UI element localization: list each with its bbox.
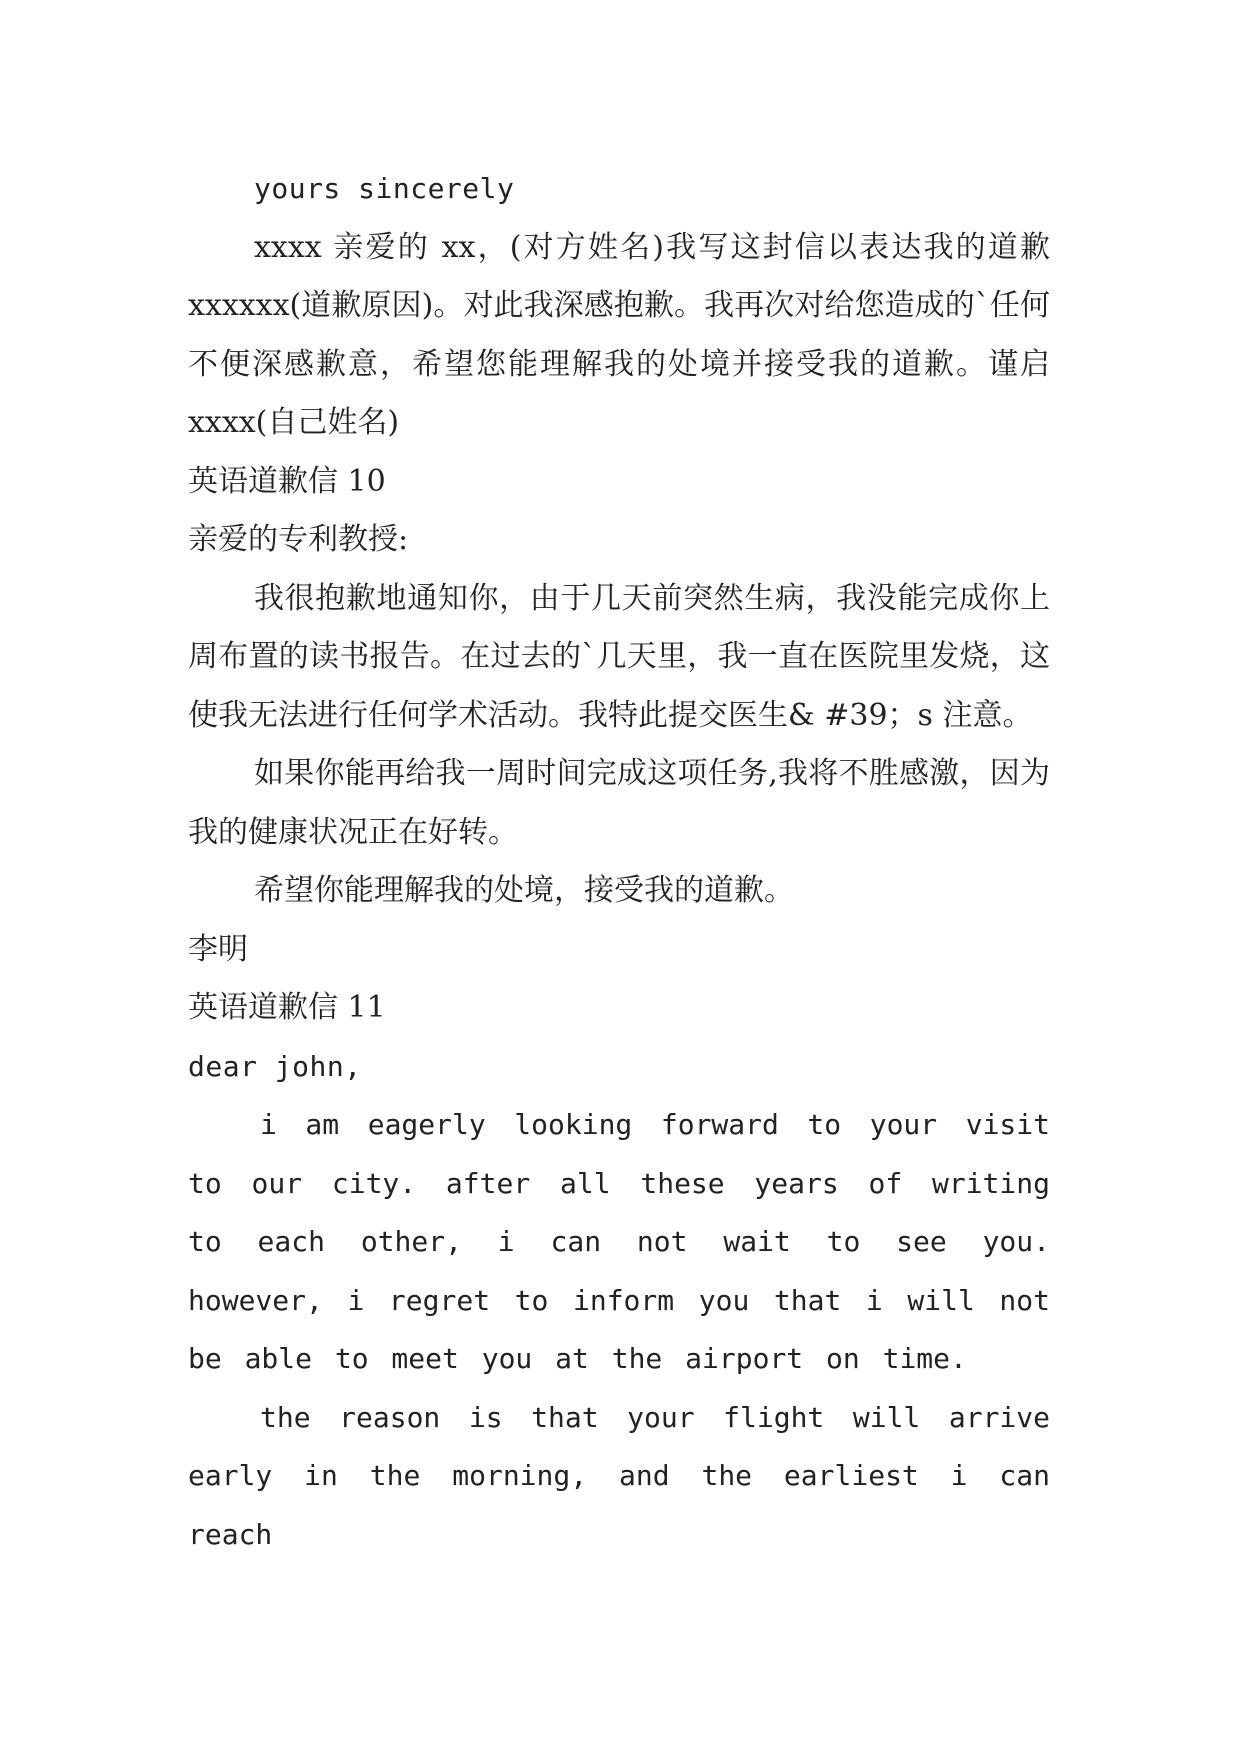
letter11-paragraph-2: the reason is that your flight will arrive early in the morning, and the earliest i can reach <box>188 1400 1050 1551</box>
letter11-salutation: dear john, <box>188 1049 362 1083</box>
closing-line: yours sincerely <box>254 172 515 205</box>
document-page <box>188 160 1060 1564</box>
letter10-paragraph-3: 希望你能理解我的处境，接受我的道歉。 <box>254 873 794 908</box>
letter10-paragraph-1: 我很抱歉地通知你，由于几天前突然生病，我没能完成你上周布置的读书报告。在过去的`几天里，我一直在医院里发烧，这使我无法进行任何学术活动。我特此提交医生& #39；s 注意。 <box>188 580 1050 733</box>
letter10-heading: 英语道歉信 10 <box>188 463 386 499</box>
letter10-signature: 李明 <box>188 931 248 967</box>
letter9-template-paragraph: xxxx 亲爱的 xx，(对方姓名)我写这封信以表达我的道歉 xxxxxx(道歉原因)。对此我深感抱歉。我再次对给您造成的`任何不便深感歉意，希望您能理解我的处境并接受我的道歉。谨启 xxxx(自己姓名) <box>188 229 1060 440</box>
letter11-paragraph-1: i am eagerly looking forward to your visit to our city. after all these years of writing to each other, i can not wait to see you. however, i regret to inform you that i will not be able to meet you at the airport on time. <box>188 1108 1050 1375</box>
letter11-heading: 英语道歉信 11 <box>188 990 386 1025</box>
letter10-paragraph-2: 如果你能再给我一周时间完成这项任务,我将不胜感激，因为我的健康状况正在好转。 <box>188 756 1050 850</box>
letter10-salutation: 亲爱的专利教授: <box>188 522 409 557</box>
